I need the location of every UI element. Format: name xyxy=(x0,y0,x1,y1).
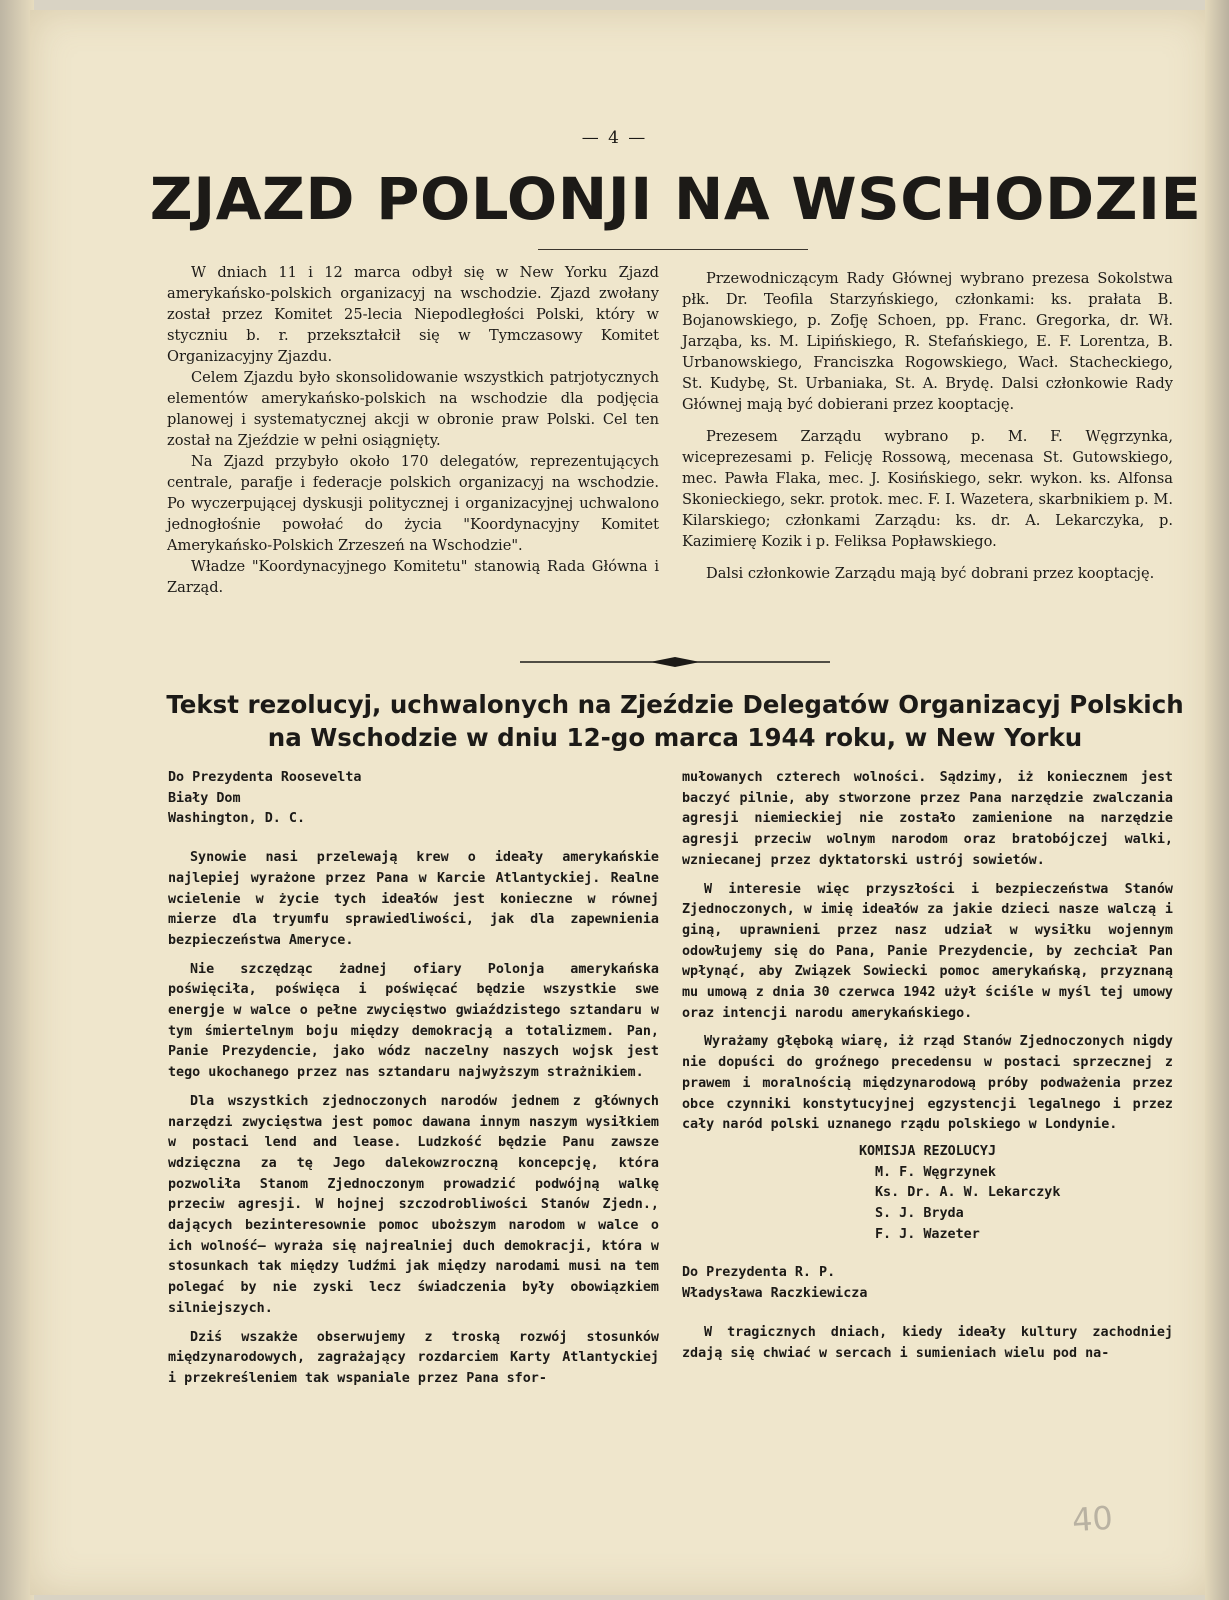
article-paragraph: Przewodniczącym Rady Głównej wybrano prezesa Sokolstwa płk. Dr. Teofila Starzyńskiego, członkami: ks. prałata B. Bojanowskiego, p. Zofję Schoen, pp. Franc. Gregorka, dr. Wł. Jarząba, ks. M. Lipińskiego, R. Stefańskiego, E. F. Lorentza, B. Urbanowskiego, Franciszka Rogowskiego, Wacł. Stacheckiego, St. Kudybę, St. Urbaniaka, St. A. Brydę. Dalsi członkowie Rady Głównej mają być dobierani przez kooptację. xyxy=(682,270,1173,413)
article-paragraph: Dalsi członkowie Zarządu mają być dobrani przez kooptację. xyxy=(706,565,1155,582)
address-line: Do Prezydenta R. P. xyxy=(682,1265,836,1281)
ornament-divider xyxy=(520,656,830,668)
committee-member: F. J. Wazeter xyxy=(875,1226,980,1242)
resolution-paragraph: Dla wszystkich zjednoczonych narodów jednem z głównych narzędzi zwycięstwa jest pomoc dawana innym naszym wysiłkiem w postaci lend and lease. Ludzkość będzie Panu zawsze wdzięczna za tę Jego dalekowzroczną koncepcję, która pozwoliła Stanom Zjednoczonym prowadzić podwójną walkę przeciw agresji. W hojnej szczodrobliwości Stanów Zjedn., dających bezinteresownie pomoc uboższym narodom w walce o ich wolność— wyraża się najrealniej duch demokracji, która w stosunkach tak między ludźmi jak między narodami musi na tem polegać by nie zyski lecz świadczenia były obowiązkiem silniejszych. xyxy=(168,1093,659,1316)
article-paragraph: W dniach 11 i 12 marca odbył się w New Yorku Zjazd amerykańsko-polskich organizacyj na wschodzie. Zjazd zwołany został przez Komitet 25-lecia Niepodległości Polski, który w styczniu b. r. przekształcił się w Tymczasowy Komitet Organizacyjny Zjazdu. xyxy=(167,264,659,365)
address-line: Washington, D. C. xyxy=(168,811,306,827)
resolution-paragraph: W tragicznych dniach, kiedy ideały kultury zachodniej zdają się chwiać w sercach i sumieniach wielu pod na- xyxy=(682,1324,1173,1361)
resolution-paragraph: Dziś wszakże obserwujemy z troską rozwój stosunków międzynarodowych, zagrażający rozdarciem Karty Atlantyckiej i przekreśleniem tak wspaniale przez Pana sfor- xyxy=(168,1329,659,1386)
handwritten-margin-note: 40 xyxy=(1070,1498,1114,1540)
address-line: Władysława Raczkiewicza xyxy=(682,1286,868,1302)
resolution-paragraph: Wyrażamy głęboką wiarę, iż rząd Stanów Zjednoczonych nigdy nie dopuści do groźnego precedensu w postaci sprzecznej z prawem i moralnością międzynarodową próby podważenia przez obce czynniki konstytucyjnej egzystencji legalnego i przez cały naród polski uznanego rządu polskiego w Londynie. xyxy=(682,1034,1173,1133)
resolution-column-left xyxy=(168,768,659,1390)
headline: ZJAZD POLONJI NA WSCHODZIE xyxy=(149,165,1202,233)
resolution-title-line: Tekst rezolucyj, uchwalonych na Zjeździe Delegatów Organizacyj Polskich xyxy=(166,690,1184,719)
committee-member: S. J. Bryda xyxy=(875,1206,964,1222)
resolution-title xyxy=(150,688,1200,754)
article-paragraph: Celem Zjazdu było skonsolidowanie wszystkich patrjotycznych elementów amerykańsko-polskich na wschodzie dla podjęcia planowej i systematycznej akcji w obronie praw Polski. Cel ten został na Zjeździe w pełni osiągnięty. xyxy=(167,369,659,449)
page-left-edge xyxy=(0,0,34,1600)
article-paragraph: Prezesem Zarządu wybrano p. M. F. Węgrzynka, wiceprezesami p. Felicję Rossową, mecenasa St. Gutowskiego, mec. Pawła Flaka, mec. J. Kosińskiego, sekr. wykon. ks. Alfonsa Skonieckiego, sekr. protok. mec. F. I. Wazetera, skarbnikiem p. M. Kilarskiego; członkami Zarządu: ks. dr. A. Lekarczyka, p. Kazimierę Kozik i p. Feliksa Popławskiego. xyxy=(682,428,1173,550)
resolution-paragraph: mułowanych czterech wolności. Sądzimy, iż koniecznem jest baczyć pilnie, aby stworzone przez Pana narzędzie zwalczania agresji niemieckiej nie zostało zamienione na narzędzie agresji przeciw wolnym narodom oraz bratobójczej walki, wzniecanej przez dyktatorski ustrój sowietów. xyxy=(682,770,1173,868)
resolution-column-right xyxy=(682,768,1173,1364)
resolution-title-line: na Wschodzie w dniu 12-go marca 1944 roku, w New Yorku xyxy=(267,723,1083,752)
headline-rule xyxy=(538,249,808,250)
address-line: Do Prezydenta Roosevelta xyxy=(168,770,362,785)
address-line: Biały Dom xyxy=(168,790,241,806)
resolution-paragraph: Synowie nasi przelewają krew o ideały amerykańskie najlepiej wyrażone przez Pana w Karcie Atlantyckiej. Realne wcielenie w życie tych ideałów jest konieczne w równej mierze dla tryumfu sprawiedliwości, jak dla zapewnienia bezpieczeństwa Ameryce. xyxy=(168,850,659,948)
article-column-right xyxy=(682,268,1173,584)
resolution-paragraph: W interesie więc przyszłości i bezpieczeństwa Stanów Zjednoczonych, w imię ideałów za jakie dzieci nasze walczą i giną, uprawnieni przez nasz udział w wysiłku wojennym odowłujemy się do Pana, Panie Prezydencie, by zechciał Pan wpłynąć, aby Związek Sowiecki pomoc amerykańską, przyznaną mu umową z dnia 30 czerwca 1942 użył ściśle w myśl tej umowy oraz intencji narodu amerykańskiego. xyxy=(682,881,1173,1021)
article-column-left xyxy=(167,262,659,598)
committee-member: Ks. Dr. A. W. Lekarczyk xyxy=(875,1185,1061,1201)
resolution-paragraph: Nie szczędząc żadnej ofiary Polonja amerykańska poświęciła, poświęca i poświęcać będzie wszystkie swe energje w walce o pełne zwycięstwo gwiaździstego sztandaru w tym śmiertelnym boju między demokracją a totalizmem. Pan, Panie Prezydencie, jako wódz naczelny naszych wojsk jest tego ukochanego przez nas sztandaru najwyższym strażnikiem. xyxy=(168,961,659,1081)
committee-member: M. F. Węgrzynek xyxy=(875,1164,996,1180)
article-paragraph: Na Zjazd przybyło około 170 delegatów, reprezentujących centrale, parafje i federacje polskich organizacyj na wschodzie. Po wyczerpującej dyskusji politycznej i organizacyjnej uchwalono jednogłośnie powołać do życia "Koordynacyjny Komitet Amerykańsko-Polskich Zrzeszeń na Wschodzie". xyxy=(167,453,659,554)
committee-title: KOMISJA REZOLUCYJ xyxy=(858,1143,997,1159)
article-paragraph: Władze "Koordynacyjnego Komitetu" stanowią Rada Główna i Zarząd. xyxy=(167,558,659,596)
page-number: — 4 — xyxy=(581,128,648,148)
page-right-edge xyxy=(1205,0,1229,1600)
